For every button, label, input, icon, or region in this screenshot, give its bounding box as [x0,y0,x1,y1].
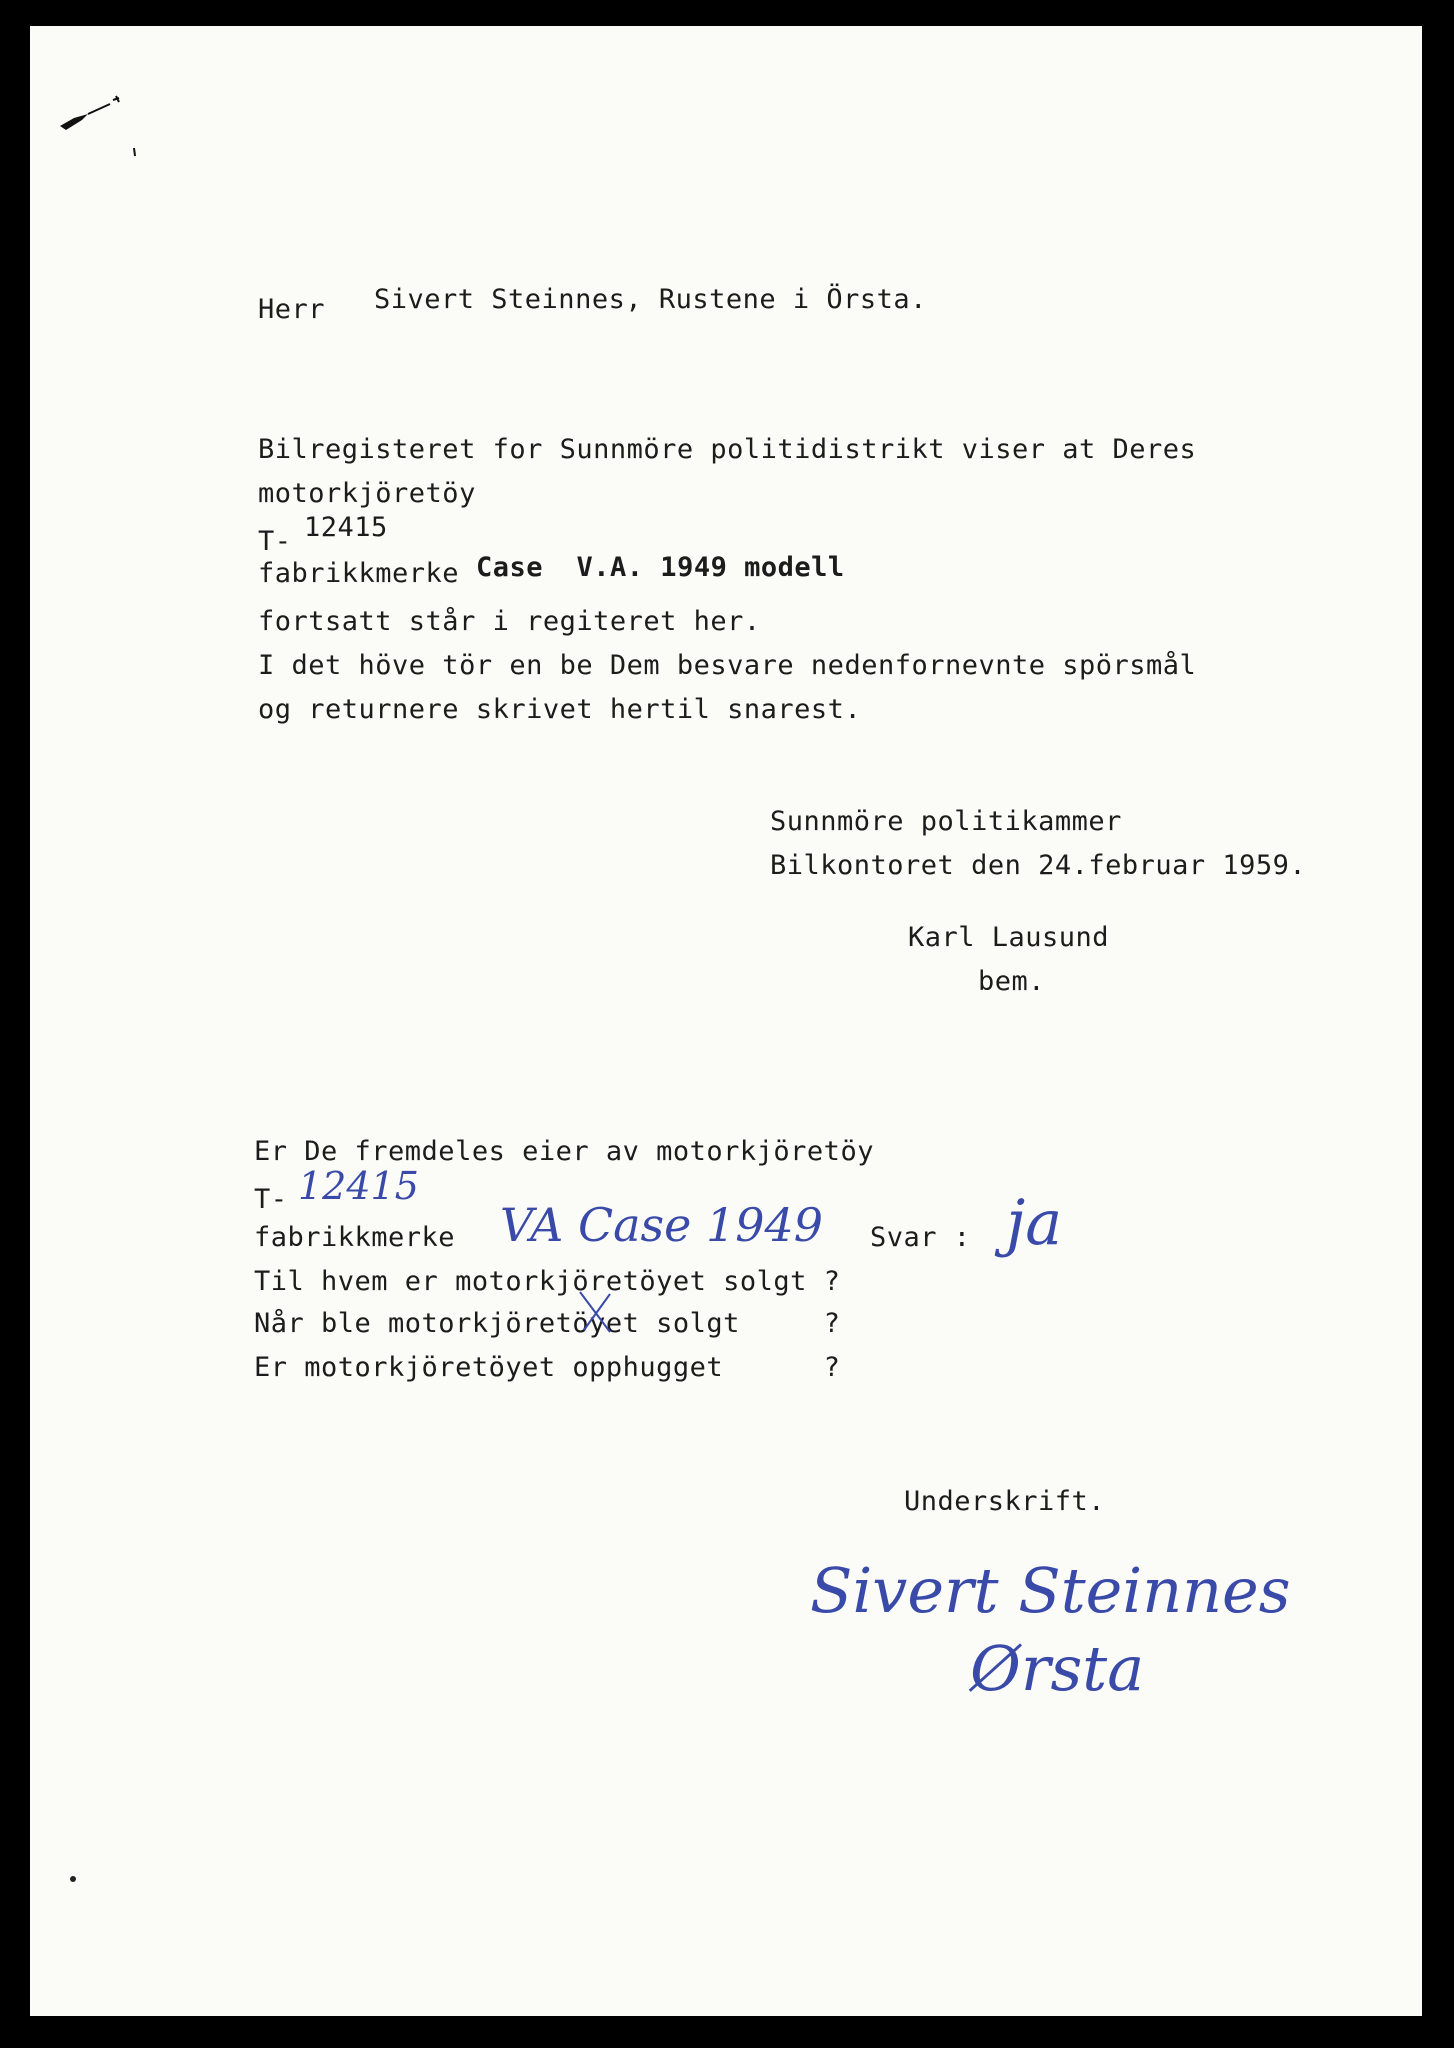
signature-place: Ørsta [970,1632,1145,1705]
addressee: Sivert Steinnes, Rustene i Örsta. [374,284,927,315]
salutation: Herr [258,294,326,325]
handwritten-reg-number: 12415 [298,1164,419,1208]
sender-office: Sunnmöre politikammer [770,806,1122,837]
document-page [30,26,1422,2016]
question-scrapped: Er motorkjöretöyet opphugget ? [254,1352,841,1383]
handwritten-make: VA Case 1949 [500,1198,824,1252]
signature-label: Underskrift. [904,1486,1106,1517]
question-sold-to: Til hvem er motorkjöretöyet solgt ? [254,1266,841,1297]
question-reg-prefix: T- [254,1184,288,1215]
paper-speck [70,1876,76,1882]
registration-number: 12415 [304,512,388,543]
body-line-7: og returnere skrivet hertil snarest. [258,694,862,725]
make-value: Case V.A. 1949 modell [476,552,845,583]
question-owner: Er De fremdeles eier av motorkjöretöy [254,1136,874,1167]
answer-label: Svar : [870,1222,971,1253]
question-sold-when: Når ble motorkjöretöyet solgt ? [254,1308,841,1339]
body-line-2: motorkjöretöy [258,478,476,509]
body-line-6: I det höve tör en be Dem besvare nedenfornevnte spörsmål [258,650,1197,681]
body-line-5: fortsatt står i regiteret her. [258,606,761,637]
question-make-label: fabrikkmerke [254,1222,456,1253]
sender-title: bem. [978,966,1046,997]
registration-prefix: T- [258,526,292,557]
sender-name: Karl Lausund [908,922,1110,953]
signature-name: Sivert Steinnes [810,1554,1291,1627]
body-line-1: Bilregisteret for Sunnmöre politidistrikt viser at Deres [258,434,1197,465]
make-label: fabrikkmerke [258,558,460,589]
date-line: Bilkontoret den 24.februar 1959. [770,850,1307,881]
corner-pencil-mark [54,90,134,180]
handwritten-answer: ja [1006,1186,1063,1259]
handwritten-cross-mark [576,1288,616,1338]
